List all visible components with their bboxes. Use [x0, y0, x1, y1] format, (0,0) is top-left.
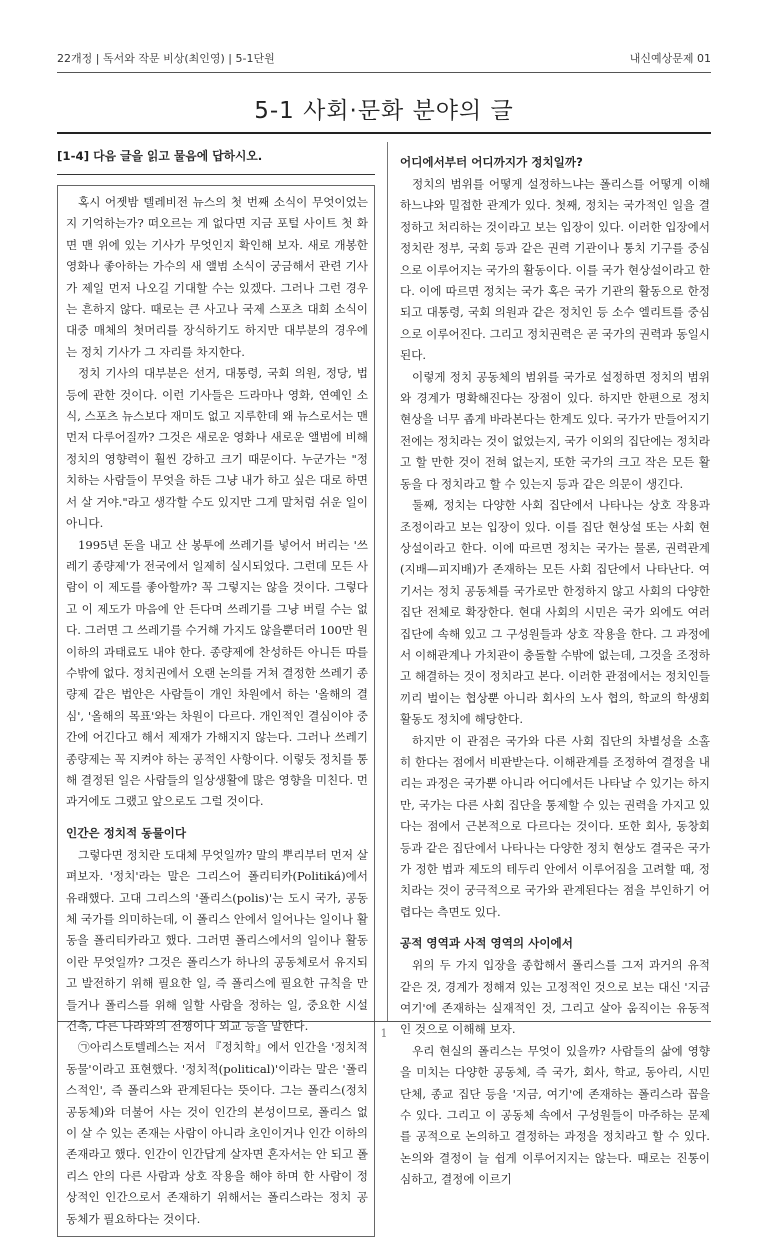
passage-paragraph: 우리 현실의 폴리스는 무엇이 있을까? 사람들의 삶에 영향을 미치는 다양한 공동체, 즉 국가, 회사, 학교, 동아리, 시민 단체, 종교 집단 등을 '지금, 여기'에 존재하는 폴리스라 꼽을 수 있다. 그리고 이 공동체 속에서 구성원들이 마주하는 문제를 공적으로 논의하고 결정하는 과정을 정치라고 할 수 있다. 논의와 결정이 늘 쉽게 이루어지지는 않는다. 때로는 진통이 심하고, 결정에 이르기	[400, 1043, 710, 1187]
passage-paragraph: 혹시 어젯밤 텔레비전 뉴스의 첫 번째 소식이 무엇이었는지 기억하는가? 떠오르는 게 없다면 지금 포털 사이트 첫 화면 맨 위에 있는 기사가 무엇인지 확인해 보자. 새로 개봉한 영화나 좋아하는 가수의 새 앨범 소식이 궁금해서 관련 기사가 제일 먼저 나오길 기대할 수는 있겠다. 그러나 그런 경우는 흔하지 않다. 때로는 큰 사고나 국제 스포츠 대회 소식이 대중 매체의 첫머리를 장식하기도 하지만 대부분의 경우에는 정치 기사가 그 자리를 차지한다.	[66, 195, 368, 359]
page-title: 5-1 사회·문화 분야의 글	[254, 98, 514, 124]
section-heading: 공적 영역과 사적 영역의 사이에서	[400, 936, 573, 951]
passage-paragraph: 둘째, 정치는 다양한 사회 집단에서 나타나는 상호 작용과 조정이라고 보는 입장이 있다. 이를 집단 현상설 또는 사회 현상설이라고 한다. 이에 따르면 정치는 국가는 물론, 권력관계(지배—피지배)가 존재하는 모든 사회 집단에서 나타난다. 여기서는 정치 공동체를 국가로만 한정하지 않고 사회의 다양한 집단 전체로 확장한다. 현대 사회의 시민은 국가 외에도 여러 집단에 속해 있고 그 구성원들과 상호 작용을 한다. 그 과정에서 이해관계나 가치관이 충돌할 수밖에 없는데, 그것을 조정하고 해결하는 것이 정치라고 본다. 이러한 관점에서는 정치인들끼리 벌이는 협상뿐 아니라 회사의 노사 협의, 학교의 학생회 활동도 정치에 해당한다.	[400, 498, 710, 727]
left-column	[57, 146, 375, 1237]
passage-paragraph: 정치의 범위를 어떻게 설정하느냐는 폴리스를 어떻게 이해하느냐와 밀접한 관계가 있다. 첫째, 정치는 국가적인 일을 결정하고 처리하는 것이라고 보는 입장이 있다. 이러한 입장에서 정치란 정부, 국회 등과 같은 권력 기관이나 통치 기구를 중심으로 이루어지는 국가의 활동이다. 이를 국가 현상설이라고 한다. 이에 따르면 정치는 국가 혹은 국가 기관의 활동으로 한정되고 대통령, 국회 의원과 같은 정치인 등 소수 엘리트를 중심으로 이루어진다. 그리고 정치권력은 곧 국가의 권력과 동일시된다.	[400, 177, 710, 363]
passage-paragraph: 이렇게 정치 공동체의 범위를 국가로 설정하면 정치의 범위와 경계가 명확해진다는 장점이 있다. 하지만 한편으로 정치 현상을 너무 좁게 바라본다는 한계도 있다. 국가가 만들어지기 전에는 정치라는 것이 없었는지, 국가 이외의 집단에는 정치라고 할 만한 것이 전혀 없는지, 또한 국가의 크고 작은 모든 활동을 다 정치라고 할 수 있는지 등과 같은 의문이 생긴다.	[400, 369, 710, 491]
passage-paragraph: 정치 기사의 대부분은 선거, 대통령, 국회 의원, 정당, 법 등에 관한 것이다. 이런 기사들은 드라마나 영화, 연예인 소식, 스포츠 뉴스보다 재미도 없고 지루한데 왜 뉴스로서는 맨 먼저 다루어질까? 그것은 새로운 영화나 새로운 앨범에 비해 정치의 영향력이 훨씬 강하고 크기 때문이다. 누군가는 "정치하는 사람들이 무엇을 하든 그냥 내가 하고 싶은 대로 하면서 살 거야."라고 생각할 수도 있지만 그게 말처럼 쉬운 일이 아니다.	[66, 366, 368, 531]
section-heading: 인간은 정치적 동물이다	[66, 825, 187, 840]
footer-divider	[57, 1021, 711, 1022]
passage-box	[57, 185, 375, 1237]
page-number: 1	[380, 1027, 388, 1040]
section-heading: 어디에서부터 어디까지가 정치일까?	[400, 155, 583, 169]
passage-paragraph: ㉠아리스토텔레스는 저서 『정치학』에서 인간을 '정치적 동물'이라고 표현했다. '정치적(political)'이라는 말은 '폴리스적인', 즉 폴리스와 관계된다는 뜻이다. 그는 폴리스(정치 공동체)와 더불어 사는 것이 인간의 본성이므로, 폴리스 없이 살 수 있는 존재는 사람이 아니라 초인이거나 인간 이하의 존재라고 했다. 인간이 인간답게 살자면 혼자서는 안 되고 폴리스 안의 다른 사람과 상호 작용을 해야 하며 한 사람이 정상적인 인간으로서 존재하기 위해서는 폴리스라는 정치 공동체가 필요하다는 것이다.	[66, 1040, 368, 1226]
passage-paragraph: 그렇다면 정치란 도대체 무엇일까? 말의 뿌리부터 먼저 살펴보자. '정치'라는 말은 그리스어 폴리티카(Politiká)에서 유래했다. 고대 그리스의 '폴리스(polis)'는 도시 국가, 공동체 국가를 의미하는데, 이 폴리스 안에서 일어나는 일이나 활동을 폴리티카라고 했다. 그러면 폴리스에서의 일이나 활동이란 무엇일까? 그것은 폴리스가 하나의 공동체로서 유지되고 발전하기 위해 필요한 일, 즉 폴리스에 필요한 규칙을 만들거나 폴리스를 위해 일할 사람을 정하는 일, 중요한 시설 건축, 다른 나라와의 전쟁이나 외교 등을 말한다.	[66, 847, 368, 1034]
column-separator	[387, 142, 388, 1022]
passage-paragraph: 1995년 돈을 내고 산 봉투에 쓰레기를 넣어서 버리는 '쓰레기 종량제'가 전국에서 일제히 실시되었다. 그런데 모든 사람이 이 제도를 좋아할까? 꼭 그렇지는 않을 것이다. 그렇다고 이 제도가 마음에 안 든다며 쓰레기를 그냥 버릴 수는 없다. 그러면 그 쓰레기를 수거해 가지도 않을뿐더러 100만 원 이하의 과태료도 내야 한다. 종량제에 찬성하든 아니든 따를 수밖에 없다. 정치권에서 오랜 논의를 거쳐 결정한 쓰레기 종량제 같은 법안은 사람들이 개인 차원에서 하는 '올해의 결심', '올해의 목표'와는 차원이 다르다. 개인적인 결심이야 중간에 어긴다고 해서 제재가 가해지지 않는다. 그러나 쓰레기 종량제는 꼭 지켜야 하는 공적인 사항이다. 이렇듯 정치를 통해 결정된 일은 사람들의 일상생활에 많은 영향을 미친다. 먼 과거에도 그랬고 앞으로도 그럴 것이다.	[66, 537, 368, 809]
passage-paragraph: 하지만 이 관점은 국가와 다른 사회 집단의 차별성을 소홀히 한다는 점에서 비판받는다. 이해관계를 조정하여 결정을 내리는 과정은 국가뿐 아니라 어디에서든 나타날 수 있기는 하지만, 국가는 다른 사회 집단을 통제할 수 있는 권력을 가지고 있다는 점에서 근본적으로 다르다는 것이다. 또한 회사, 동창회 등과 같은 집단에서 나타나는 다양한 정치 현상도 결국은 국가가 정한 법과 제도의 테두리 안에서 이루어짐을 고려할 때, 정치라는 것이 궁극적으로 국가와 관계된다는 점을 부인하기 어렵다는 측면도 있다.	[400, 733, 710, 919]
header-divider	[57, 72, 711, 73]
header-exam-label: 내신예상문제 01	[629, 52, 711, 65]
question-instruction: [1-4] 다음 글을 읽고 물음에 답하시오.	[57, 149, 263, 163]
header-course-info: 22개정 | 독서와 작문 비상(최인영) | 5-1단원	[57, 52, 275, 65]
passage-paragraph: 위의 두 가지 입장을 종합해서 폴리스를 그저 과거의 유적 같은 것, 경계가 정해져 있는 고정적인 것으로 보는 대신 '지금 여기'에 존재하는 실재적인 것, 그리고 살아 움직이는 유동적인 것으로 이해해 보자.	[400, 958, 710, 1037]
instruction-divider	[57, 174, 375, 175]
title-divider	[57, 132, 711, 134]
